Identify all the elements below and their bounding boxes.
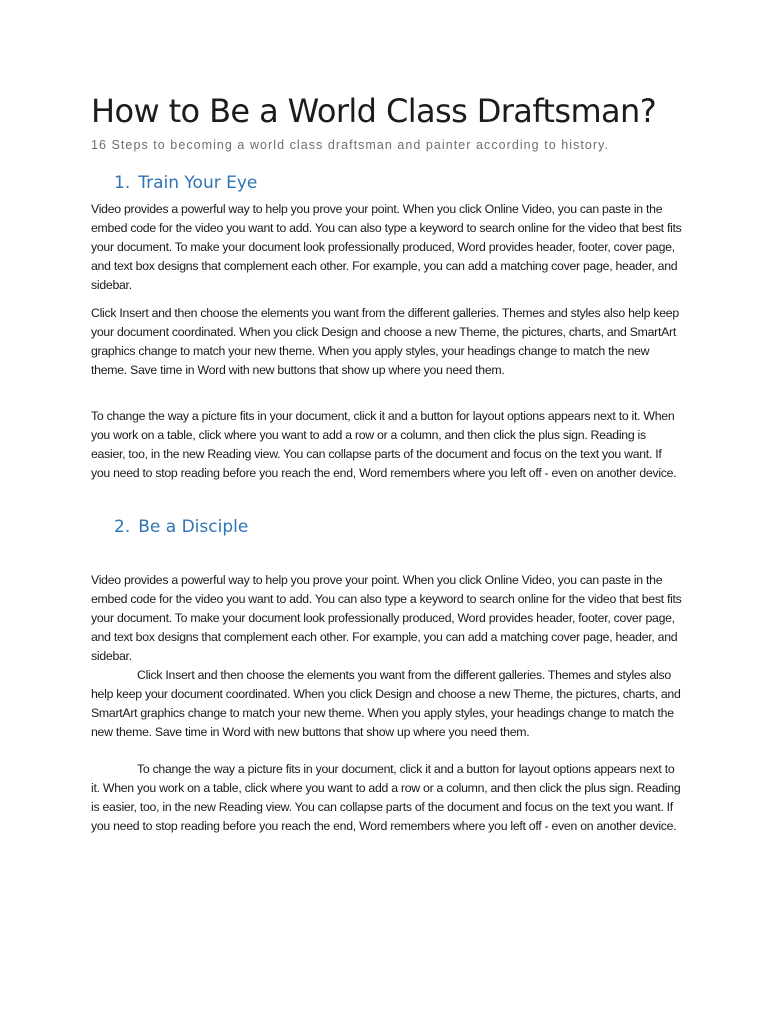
body-paragraph: Click Insert and then choose the elements you want from the different galleries. Themes and styles also help keep your document coordinated. When you click Design and choose a new Theme, the pictures, charts, and SmartArt graphics change to match your new theme. When you apply styles, your headings change to match the new theme. Save time in Word with new buttons that show up where you need them. <box>91 306 679 377</box>
body-paragraph: Video provides a powerful way to help you prove your point. When you click Online Video, you can paste in the embed code for the video you want to add. You can also type a keyword to search online for the video that best fits your document. To make your document look professionally produced, Word provides header, footer, cover page, and text box designs that complement each other. For example, you can add a matching cover page, header, and sidebar. <box>91 573 682 663</box>
body-paragraph-indented: To change the way a picture fits in your document, click it and a button for layout options appears next to it. When you work on a table, click where you want to add a row or a column, and then click the plus sign. Reading is easier, too, in the new Reading view. You can collapse parts of the document and focus on the text you want. If you need to stop reading before you reach the end, Word remembers where you left off - even on another device. <box>91 762 681 833</box>
section-heading-train-your-eye <box>114 173 257 193</box>
section-number: 2. <box>114 517 131 537</box>
document-title: How to Be a World Class Draftsman? <box>91 92 657 130</box>
section-number: 1. <box>114 173 131 193</box>
body-paragraph-indented: Click Insert and then choose the elements you want from the different galleries. Themes and styles also help keep your document coordinated. When you click Design and choose a new Theme, the pictures, charts, and SmartArt graphics change to match your new theme. When you apply styles, your headings change to match the new theme. Save time in Word with new buttons that show up where you need them. <box>91 668 681 739</box>
section-heading-text: Train Your Eye <box>138 173 258 193</box>
section-heading-text: Be a Disciple <box>138 517 249 537</box>
body-paragraph: To change the way a picture fits in your document, click it and a button for layout options appears next to it. When you work on a table, click where you want to add a row or a column, and then click the plus sign. Reading is easier, too, in the new Reading view. You can collapse parts of the document and focus on the text you want. If you need to stop reading before you reach the end, Word remembers where you left off - even on another device. <box>91 409 677 480</box>
body-paragraph: Video provides a powerful way to help you prove your point. When you click Online Video, you can paste in the embed code for the video you want to add. You can also type a keyword to search online for the video that best fits your document. To make your document look professionally produced, Word provides header, footer, cover page, and text box designs that complement each other. For example, you can add a matching cover page, header, and sidebar. <box>91 202 682 292</box>
document-subtitle: 16 Steps to becoming a world class draftsman and painter according to history. <box>91 138 610 152</box>
section-heading-be-a-disciple <box>114 517 248 537</box>
